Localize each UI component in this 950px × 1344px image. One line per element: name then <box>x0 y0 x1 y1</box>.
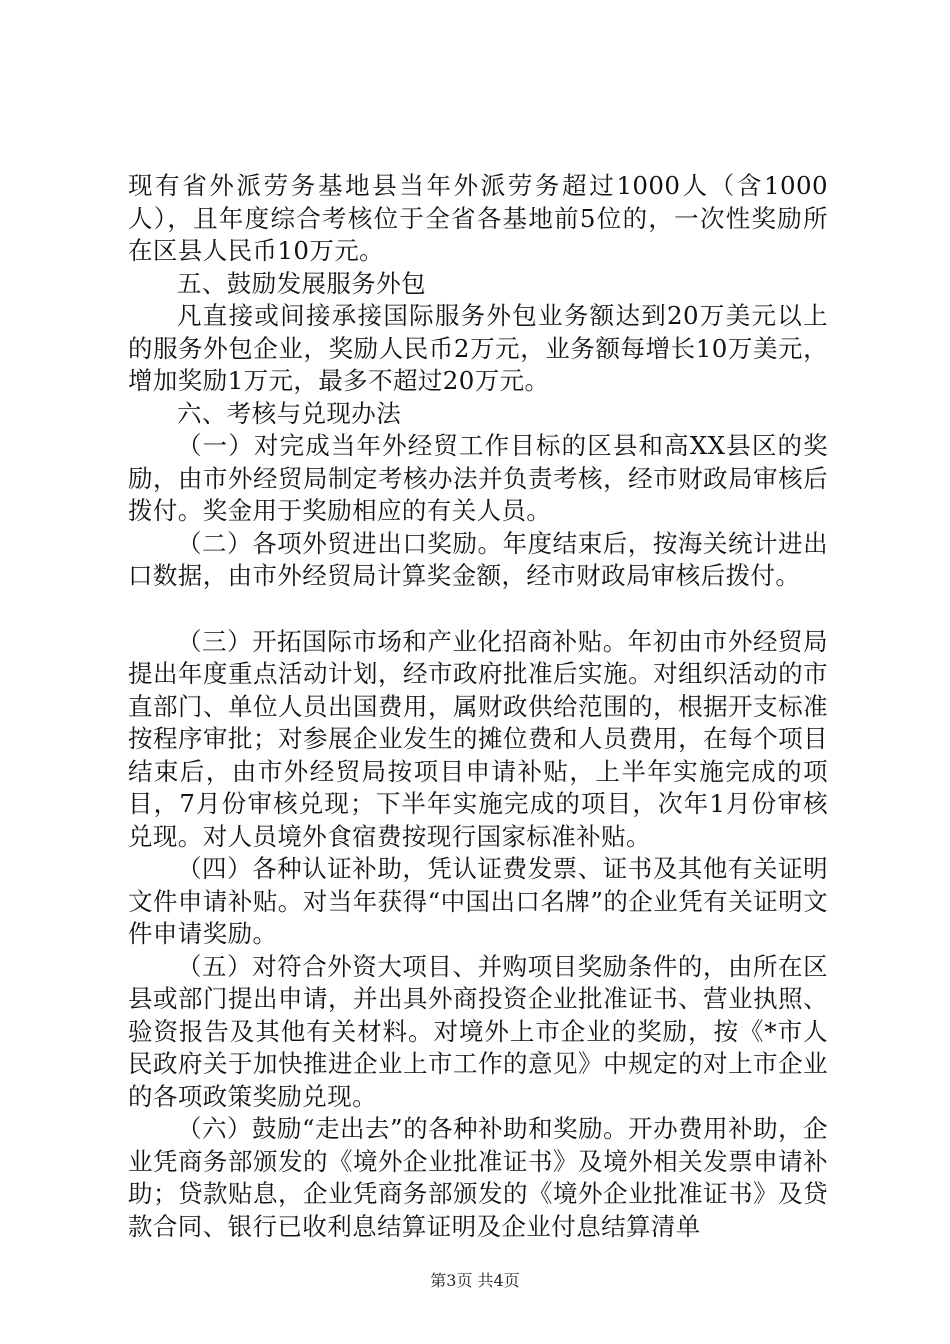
section-heading-assessment: 六、考核与兑现办法 <box>177 398 402 428</box>
document-body <box>128 170 828 1243</box>
page-number-footer: 第3页 共4页 <box>430 1271 520 1290</box>
paragraph-item-4: （四）各种认证补助，凭认证费发票、证书及其他有关证明文件申请补贴。对当年获得“中国出口名牌”的企业凭有关证明文件申请奖励。 <box>128 854 828 948</box>
paragraph-continuation: 现有省外派劳务基地县当年外派劳务超过1000人（含1000人），且年度综合考核位于全省各基地前5位的，一次性奖励所在区县人民币10万元。 <box>128 171 828 265</box>
paragraph-item-3: （三）开拓国际市场和产业化招商补贴。年初由市外经贸局提出年度重点活动计划，经市政府批准后实施。对组织活动的市直部门、单位人员出国费用，属财政供给范围的，根据开支标准按程序审批；对参展企业发生的摊位费和人员费用，在每个项目结束后，由市外经贸局按项目申请补贴，上半年实施完成的项目，7月份审核兑现；下半年实施完成的项目，次年1月份审核兑现。对人员境外食宿费按现行国家标准补贴。 <box>128 626 828 851</box>
section-heading-service-outsourcing: 五、鼓励发展服务外包 <box>177 268 426 298</box>
paragraph-outsourcing-reward: 凡直接或间接承接国际服务外包业务额达到20万美元以上的服务外包企业，奖励人民币2万元，业务额每增长10万美元，增加奖励1万元，最多不超过20万元。 <box>128 301 828 395</box>
paragraph-item-2: （二）各项外贸进出口奖励。年度结束后，按海关统计进出口数据，由市外经贸局计算奖金额，经市财政局审核后拨付。 <box>128 528 828 590</box>
paragraph-item-6: （六）鼓励“走出去”的各种补助和奖励。开办费用补助，企业凭商务部颁发的《境外企业批准证书》及境外相关发票申请补助；贷款贴息，企业凭商务部颁发的《境外企业批准证书》及贷款合同、银行已收利息结算证明及企业付息结算清单 <box>128 1114 828 1241</box>
paragraph-item-5: （五）对符合外资大项目、并购项目奖励条件的，由所在区县或部门提出申请，并出具外商投资企业批准证书、营业执照、验资报告及其他有关材料。对境外上市企业的奖励，按《*市人民政府关于加快推进企业上市工作的意见》中规定的对上市企业的各项政策奖励兑现。 <box>128 951 828 1111</box>
paragraph-item-1: （一）对完成当年外经贸工作目标的区县和高XX县区的奖励，由市外经贸局制定考核办法并负责考核，经市财政局审核后拨付。奖金用于奖励相应的有关人员。 <box>128 431 828 525</box>
